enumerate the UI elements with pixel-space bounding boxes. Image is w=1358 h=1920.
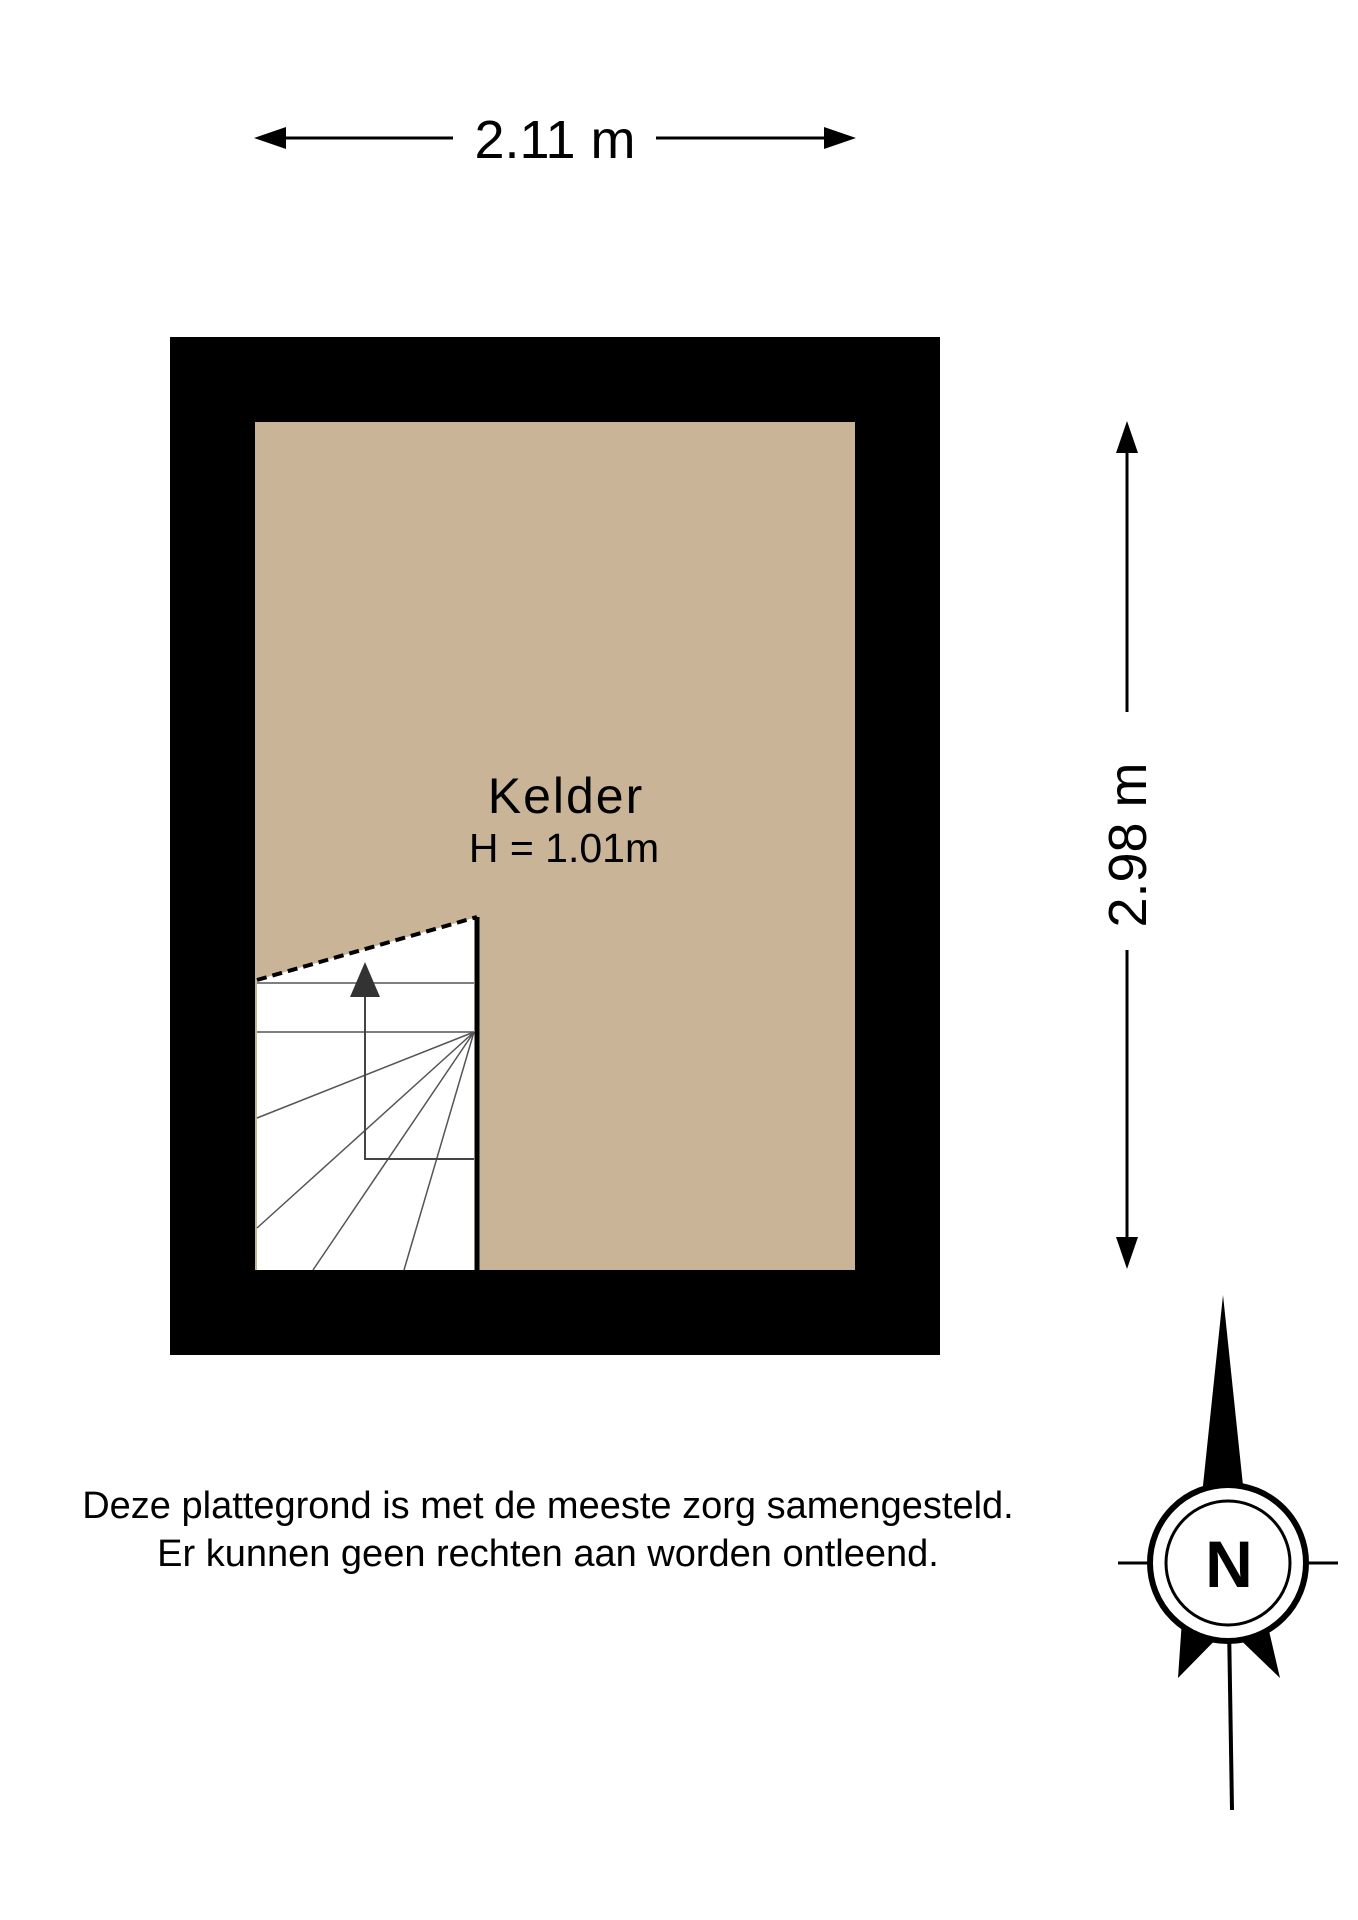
arrow-right-icon — [824, 127, 856, 149]
width-dimension — [254, 110, 856, 170]
compass-icon — [1118, 1295, 1338, 1810]
room-name: Kelder — [487, 768, 645, 824]
disclaimer-line-1: Deze plattegrond is met de meeste zorg samengesteld. — [82, 1485, 1014, 1527]
staircase — [257, 917, 477, 1270]
arrow-left-icon — [254, 127, 286, 149]
arrow-down-icon — [1116, 1237, 1138, 1269]
room-height: H = 1.01m — [468, 825, 660, 871]
disclaimer-line-2: Er kunnen geen rechten aan worden ontleend. — [157, 1533, 939, 1575]
compass-north-pointer — [1202, 1295, 1244, 1495]
depth-dimension — [1098, 421, 1158, 1269]
depth-label: 2.98 m — [1098, 762, 1158, 928]
width-label: 2.11 m — [474, 110, 636, 170]
arrow-up-icon — [1116, 421, 1138, 453]
compass-north-letter: N — [1205, 1527, 1253, 1601]
